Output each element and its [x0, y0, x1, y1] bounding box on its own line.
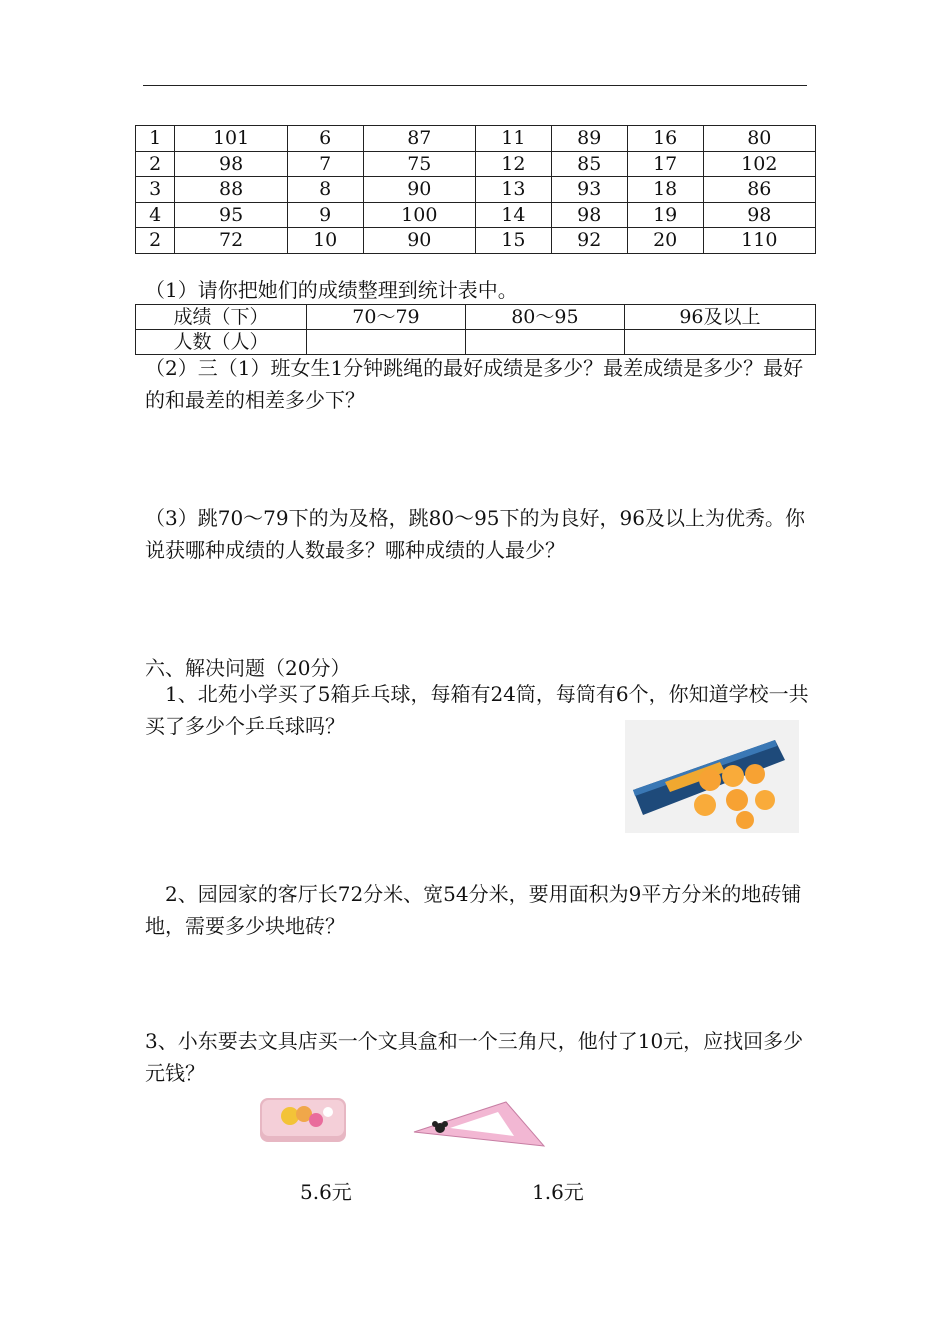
section-6-title: 六、解决问题（20分）: [145, 656, 351, 680]
stats-count-row: [136, 330, 816, 355]
score-row: [136, 228, 816, 254]
score-cell: 72: [175, 228, 287, 254]
stats-row-label: 人数（人）: [136, 330, 307, 355]
score-table: [135, 125, 816, 254]
score-cell: 17: [627, 151, 703, 177]
score-cell: 102: [703, 151, 815, 177]
ping-pong-balls-image: [625, 720, 799, 833]
score-cell: 87: [363, 126, 475, 152]
score-cell: 13: [475, 177, 551, 203]
stats-empty-cell: [465, 330, 624, 355]
score-cell: 14: [475, 202, 551, 228]
score-cell: 80: [703, 126, 815, 152]
stats-header-cell: 成绩（下）: [136, 305, 307, 330]
score-cell: 90: [363, 177, 475, 203]
score-cell: 93: [551, 177, 627, 203]
score-cell: 4: [136, 202, 175, 228]
problem-1: 1、北苑小学买了5箱乒乓球，每箱有24筒，每筒有6个，你知道学校一共买了多少个乒乓球吗？: [145, 682, 809, 738]
score-row: [136, 202, 816, 228]
score-cell: 89: [551, 126, 627, 152]
score-cell: 1: [136, 126, 175, 152]
score-cell: 95: [175, 202, 287, 228]
score-cell: 98: [551, 202, 627, 228]
score-cell: 20: [627, 228, 703, 254]
triangle-price: 1.6元: [532, 1180, 584, 1204]
pencil-box-price: 5.6元: [300, 1180, 352, 1204]
score-cell: 100: [363, 202, 475, 228]
stats-header-cell: 70～79: [307, 305, 466, 330]
score-cell: 90: [363, 228, 475, 254]
score-cell: 15: [475, 228, 551, 254]
triangle-ruler-image: [410, 1098, 548, 1150]
score-cell: 85: [551, 151, 627, 177]
stats-header-cell: 80～95: [465, 305, 624, 330]
score-cell: 110: [703, 228, 815, 254]
stats-header-row: [136, 305, 816, 330]
score-cell: 101: [175, 126, 287, 152]
question-1: （1）请你把她们的成绩整理到统计表中。: [145, 278, 518, 302]
score-row: [136, 126, 816, 152]
score-cell: 12: [475, 151, 551, 177]
score-row: [136, 177, 816, 203]
score-cell: 6: [287, 126, 363, 152]
score-cell: 16: [627, 126, 703, 152]
stats-table: [135, 304, 816, 355]
problem-2: 2、园园家的客厅长72分米、宽54分米，要用面积为9平方分米的地砖铺地，需要多少块地砖？: [145, 882, 802, 938]
score-cell: 11: [475, 126, 551, 152]
score-cell: 2: [136, 228, 175, 254]
stats-empty-cell: [624, 330, 815, 355]
score-cell: 8: [287, 177, 363, 203]
score-cell: 3: [136, 177, 175, 203]
pencil-box-image: [258, 1092, 350, 1150]
score-cell: 92: [551, 228, 627, 254]
score-cell: 88: [175, 177, 287, 203]
score-row: [136, 151, 816, 177]
problem-3: 3、小东要去文具店买一个文具盒和一个三角尺，他付了10元，应找回多少元钱？: [145, 1029, 804, 1085]
stats-header-cell: 96及以上: [624, 305, 815, 330]
score-cell: 86: [703, 177, 815, 203]
score-cell: 2: [136, 151, 175, 177]
score-cell: 98: [175, 151, 287, 177]
header-rule: [143, 85, 807, 86]
score-cell: 10: [287, 228, 363, 254]
question-2: （2）三（1）班女生1分钟跳绳的最好成绩是多少？最差成绩是多少？最好的和最差的相差多少下？: [145, 356, 804, 412]
question-3: （3）跳70～79下的为及格，跳80～95下的为良好，96及以上为优秀。你说获哪种成绩的人数最多？哪种成绩的人最少？: [145, 506, 805, 562]
score-cell: 9: [287, 202, 363, 228]
score-cell: 98: [703, 202, 815, 228]
score-cell: 7: [287, 151, 363, 177]
score-cell: 75: [363, 151, 475, 177]
score-cell: 18: [627, 177, 703, 203]
stats-empty-cell: [307, 330, 466, 355]
score-cell: 19: [627, 202, 703, 228]
